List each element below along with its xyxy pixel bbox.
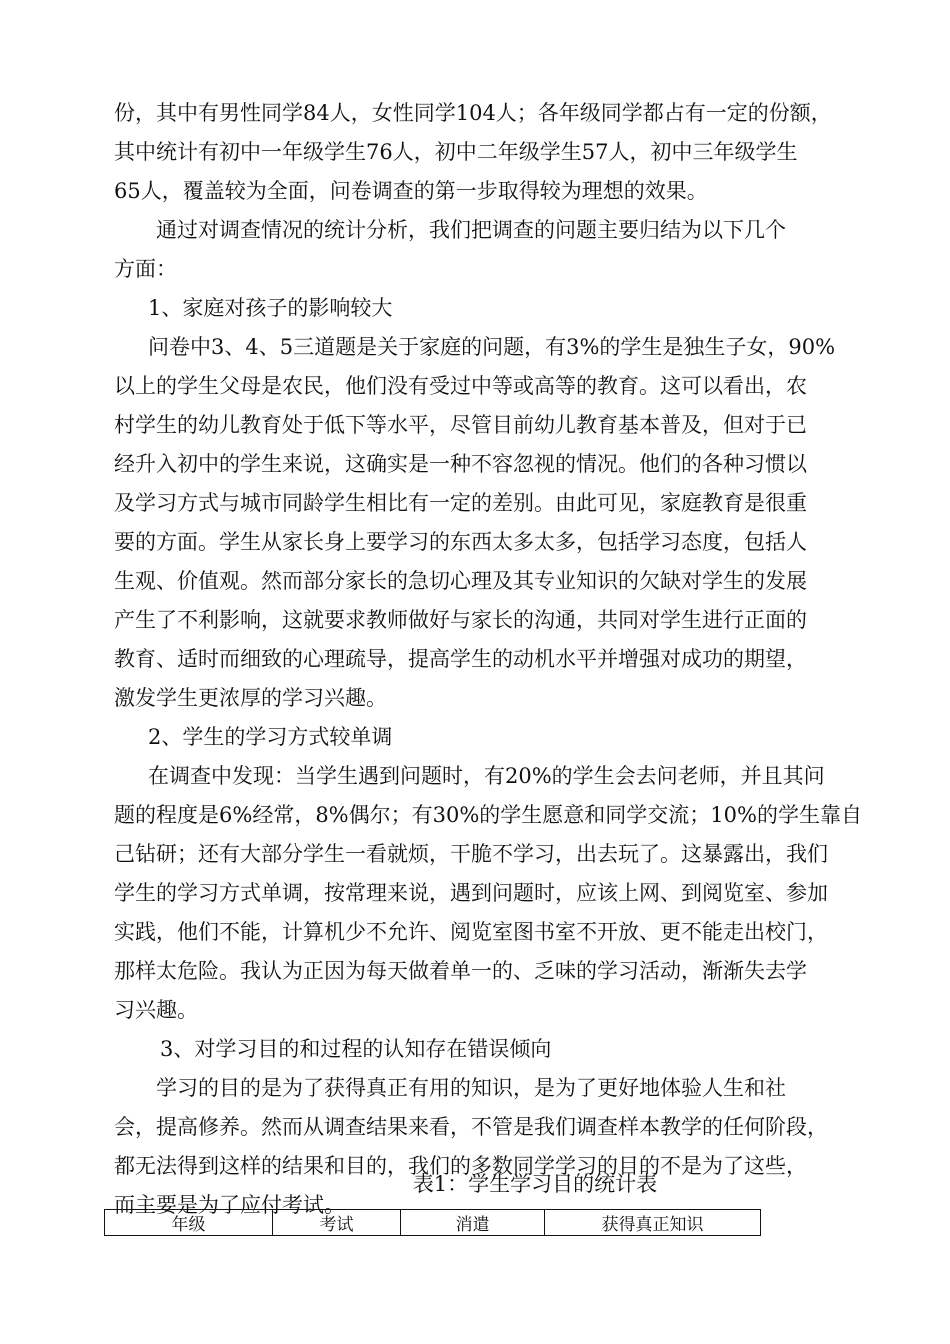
section-heading: 3、对学习目的和过程的认知存在错误倾向 (160, 1037, 552, 1061)
paragraph-line: 通过对调查情况的统计分析，我们把调查的问题主要归结为以下几个 (156, 218, 786, 242)
paragraph-line: 问卷中3、4、5三道题是关于家庭的问题，有3%的学生是独生子女，90% (148, 335, 836, 359)
paragraph-line: 生观、价值观。然而部分家长的急切心理及其专业知识的欠缺对学生的发展 (114, 569, 807, 593)
paragraph-line: 方面： (114, 257, 177, 281)
table-header-cell: 消遣 (401, 1210, 545, 1236)
paragraph-line: 习兴趣。 (114, 998, 198, 1022)
paragraph-line: 及学习方式与城市同龄学生相比有一定的差别。由此可见，家庭教育是很重 (114, 491, 807, 515)
paragraph-line: 村学生的幼儿教育处于低下等水平，尽管目前幼儿教育基本普及，但对于已 (114, 413, 807, 437)
paragraph-line: 己钻研；还有大部分学生一看就烦，干脆不学习，出去玩了。这暴露出，我们 (114, 842, 828, 866)
paragraph-line: 要的方面。学生从家长身上要学习的东西太多太多，包括学习态度，包括人 (114, 530, 807, 554)
paragraph-line: 份，其中有男性同学84人，女性同学104人；各年级同学都占有一定的份额， (114, 101, 832, 125)
paragraph-line: 那样太危险。我认为正因为每天做着单一的、乏味的学习活动，渐渐失去学 (114, 959, 807, 983)
paragraph-line: 产生了不利影响，这就要求教师做好与家长的沟通，共同对学生进行正面的 (114, 608, 807, 632)
paragraph-line: 学习的目的是为了获得真正有用的知识，是为了更好地体验人生和社 (156, 1076, 786, 1100)
paragraph-line: 学生的学习方式单调，按常理来说，遇到问题时，应该上网、到阅览室、参加 (114, 881, 828, 905)
paragraph-line: 激发学生更浓厚的学习兴趣。 (114, 686, 387, 710)
paragraph-line: 教育、适时而细致的心理疏导，提高学生的动机水平并增强对成功的期望， (114, 647, 807, 671)
section-heading: 2、学生的学习方式较单调 (148, 725, 393, 749)
statistics-table (104, 1209, 761, 1236)
table-caption: 表1：学生学习目的统计表 (412, 1172, 658, 1196)
paragraph-line: 其中统计有初中一年级学生76人，初中二年级学生57人，初中三年级学生 (114, 140, 798, 164)
paragraph-line: 会，提高修养。然而从调查结果来看，不管是我们调查样本教学的任何阶段， (114, 1115, 828, 1139)
table-header-cell: 年级 (105, 1210, 273, 1236)
paragraph-line: 以上的学生父母是农民，他们没有受过中等或高等的教育。这可以看出，农 (114, 374, 807, 398)
table-header-cell: 获得真正知识 (545, 1210, 761, 1236)
paragraph-line: 都无法得到这样的结果和目的，我们的多数同学学习的目的不是为了这些， (114, 1154, 807, 1178)
paragraph-line: 题的程度是6%经常，8%偶尔；有30%的学生愿意和同学交流；10%的学生靠自 (114, 803, 862, 827)
paragraph-line: 实践，他们不能，计算机少不允许、阅览室图书室不开放、更不能走出校门， (114, 920, 828, 944)
table-header-cell: 考试 (273, 1210, 401, 1236)
paragraph-line: 65人，覆盖较为全面，问卷调查的第一步取得较为理想的效果。 (114, 179, 708, 203)
table-header-row (105, 1210, 761, 1236)
paragraph-line: 在调查中发现：当学生遇到问题时，有20%的学生会去问老师，并且其问 (148, 764, 825, 788)
section-heading: 1、家庭对孩子的影响较大 (148, 296, 393, 320)
paragraph-line: 而主要是为了应付考试。 (114, 1193, 345, 1217)
paragraph-line: 经升入初中的学生来说，这确实是一种不容忽视的情况。他们的各种习惯以 (114, 452, 807, 476)
